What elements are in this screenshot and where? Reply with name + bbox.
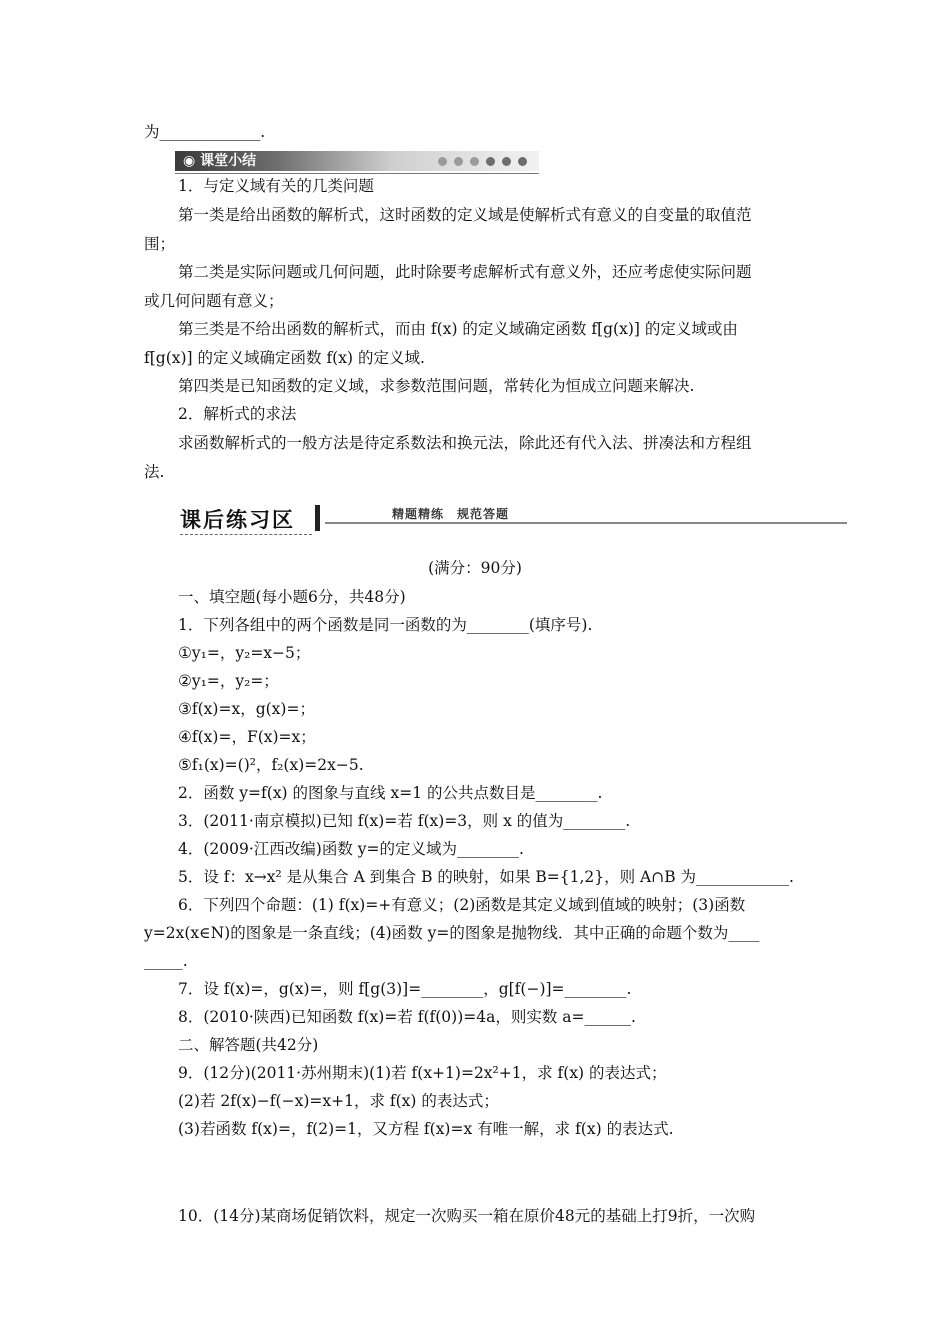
summary-line: 2．解析式的求法 [178, 405, 297, 423]
title-bar [315, 505, 320, 531]
practice-subtitle: 精题精练 规范答题 [392, 507, 510, 521]
summary-line: 法. [144, 463, 165, 481]
section-rule [325, 522, 847, 524]
title-underline [180, 534, 312, 535]
practice-line: 6．下列四个命题：(1) f(x)=+有意义；(2)函数是其定义域到值域的映射；(3)函数 [178, 896, 746, 914]
summary-line: 或几何问题有意义； [144, 292, 284, 310]
banner-rule [175, 173, 539, 174]
practice-line: _____. [144, 952, 188, 970]
summary-line: 第二类是实际问题或几何问题，此时除要考虑解析式有意义外，还应考虑使实际问题 [178, 263, 752, 281]
practice-line: 1．下列各组中的两个函数是同一函数的为________(填序号). [178, 616, 593, 634]
practice-line: 3．(2011·南京模拟)已知 f(x)=若 f(x)=3，则 x 的值为________. [178, 812, 631, 830]
practice-title: 课后练习区 [180, 508, 295, 532]
summary-line: 第一类是给出函数的解析式，这时函数的定义域是使解析式有意义的自变量的取值范 [178, 206, 752, 224]
practice-line: ⑤f₁(x)=()²，f₂(x)=2x−5. [178, 756, 364, 774]
practice-line: 二、解答题(共42分) [178, 1036, 319, 1054]
summary-line: 围； [144, 235, 176, 253]
practice-line: ②y₁=，y₂=； [178, 672, 279, 690]
practice-line: ③f(x)=x，g(x)=； [178, 700, 315, 718]
summary-line: 求函数解析式的一般方法是待定系数法和换元法，除此还有代入法、拼凑法和方程组 [178, 434, 752, 452]
practice-line: (3)若函数 f(x)=，f(2)=1，又方程 f(x)=x 有唯一解，求 f(x) 的表达式. [178, 1120, 674, 1138]
summary-header: ◉ 课堂小结 [183, 153, 257, 169]
practice-line: y=2x(x∈N)的图象是一条直线；(4)函数 y=的图象是抛物线．其中正确的命题个数为____ [144, 924, 760, 942]
summary-line: 1．与定义域有关的几类问题 [178, 177, 374, 195]
practice-line: ④f(x)=，F(x)=x； [178, 728, 316, 746]
practice-line: 2．函数 y=f(x) 的图象与直线 x=1 的公共点数目是________. [178, 784, 603, 802]
practice-line: ①y₁=，y₂=x−5； [178, 644, 311, 662]
summary-line: 第四类是已知函数的定义域，求参数范围问题，常转化为恒成立问题来解决. [178, 377, 695, 395]
dots-decoration [438, 157, 527, 166]
practice-line: 9．(12分)(2011·苏州期末)(1)若 f(x+1)=2x²+1，求 f(x) 的表达式； [178, 1064, 667, 1082]
summary-line: f[g(x)] 的定义域确定函数 f(x) 的定义域. [144, 349, 425, 367]
practice-line: 10．(14分)某商场促销饮料，规定一次购买一箱在原价48元的基础上打9折，一次购 [178, 1207, 756, 1225]
practice-line: 8．(2010·陕西)已知函数 f(x)=若 f(f(0))=4a，则实数 a=______. [178, 1008, 636, 1026]
practice-line: 7．设 f(x)=，g(x)=，则 f[g(3)]=________，g[f(−)]=________. [178, 980, 632, 998]
practice-line: 4．(2009·江西改编)函数 y=的定义域为________. [178, 840, 524, 858]
practice-line: (2)若 2f(x)−f(−x)=x+1，求 f(x) 的表达式； [178, 1092, 499, 1110]
summary-banner [175, 151, 539, 171]
practice-line: 一、填空题(每小题6分，共48分) [178, 588, 406, 606]
score-line: (满分：90分) [428, 559, 522, 577]
summary-line: 第三类是不给出函数的解析式，而由 f(x) 的定义域确定函数 f[g(x)] 的定义域或由 [178, 320, 738, 338]
practice-line: 5．设 f：x→x² 是从集合 A 到集合 B 的映射，如果 B={1,2}，则 A∩B 为____________. [178, 868, 794, 886]
blank-line: 为_____________. [144, 123, 266, 141]
